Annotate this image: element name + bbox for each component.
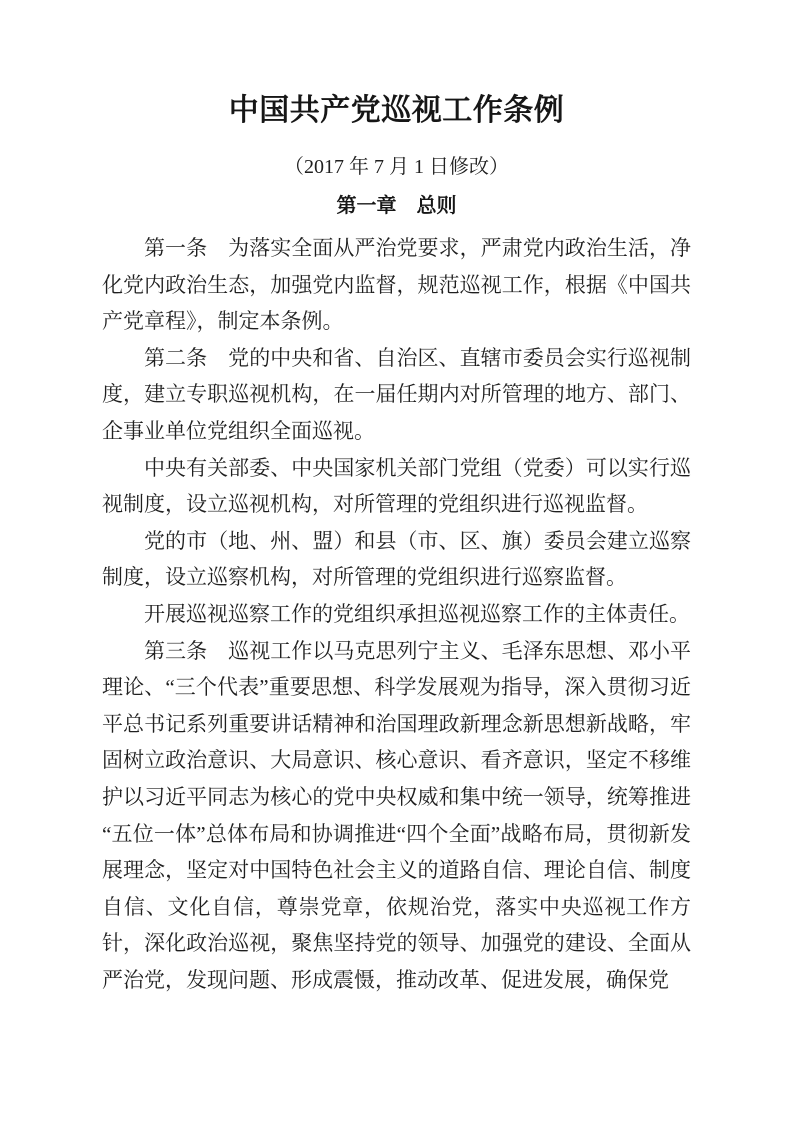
chapter-heading: 第一章 总则 xyxy=(336,195,457,217)
document-subtitle: （2017 年 7 月 1 日修改） xyxy=(284,156,509,178)
paragraph-article-2: 第二条 党的中央和省、自治区、直辖市委员会实行巡视制度，建立专职巡视机构，在一届任期内对所管理的地方、部门、企事业单位党组织全面巡视。 xyxy=(102,345,691,443)
paragraph-article-1: 第一条 为落实全面从严治党要求，严肃党内政治生活，净化党内政治生态，加强党内监督，规范巡视工作，根据《中国共产党章程》，制定本条例。 xyxy=(102,236,691,334)
paragraph-article-2-clause-2: 中央有关部委、中央国家机关部门党组（党委）可以实行巡视制度，设立巡视机构，对所管理的党组织进行巡视监督。 xyxy=(102,455,691,517)
paragraph-article-3: 第三条 巡视工作以马克思列宁主义、毛泽东思想、邓小平理论、“三个代表”重要思想、科学发展观为指导，深入贯彻习近平总书记系列重要讲话精神和治国理政新理念新思想新战略，牢固树立政治意识、大局意识、核心意识、看齐意识，坚定不移维护以习近平同志为核心的党中央权威和集中统一领导，统筹推进“五位一体”总体布局和协调推进“四个全面”战略布局，贯彻新发展理念，坚定对中国特色社会主义的道路自信、理论自信、制度自信、文化自信，尊崇党章，依规治党，落实中央巡视工作方针，深化政治巡视，聚焦坚持党的领导、加强党的建设、全面从严治党，发现问题、形成震慑，推动改革、促进发展，确保党 xyxy=(102,638,691,992)
document-body xyxy=(102,230,691,998)
paragraph-article-2-clause-4: 开展巡视巡察工作的党组织承担巡视巡察工作的主体责任。 xyxy=(144,601,690,626)
document-title: 中国共产党巡视工作条例 xyxy=(228,94,565,127)
paragraph-article-2-clause-3: 党的市（地、州、盟）和县（市、区、旗）委员会建立巡察制度，设立巡察机构，对所管理的党组织进行巡察监督。 xyxy=(102,528,691,590)
